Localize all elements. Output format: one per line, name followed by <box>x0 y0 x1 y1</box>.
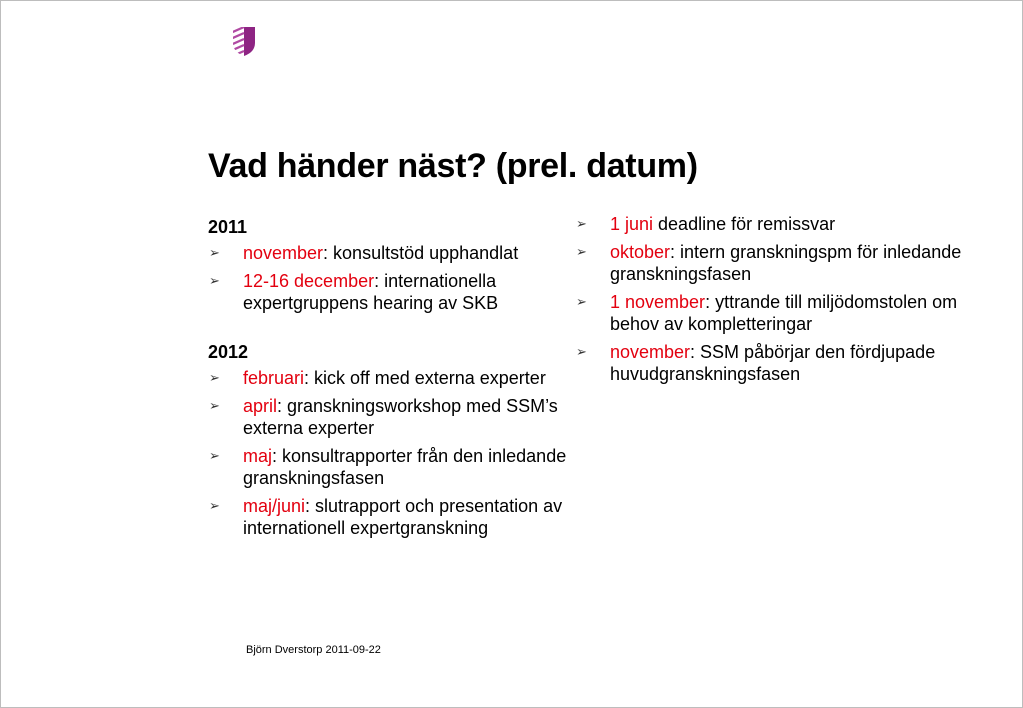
list-item <box>208 495 573 539</box>
list-item <box>575 241 975 285</box>
list-item <box>208 445 573 489</box>
list-item <box>575 213 975 235</box>
list-item <box>208 242 573 264</box>
arrow-bullet-icon: ➢ <box>576 216 587 231</box>
date-highlight: november <box>243 243 324 263</box>
date-highlight: 12-16 december <box>243 271 375 291</box>
list-item <box>575 341 975 385</box>
arrow-bullet-icon: ➢ <box>209 448 220 463</box>
date-highlight: april <box>243 396 278 416</box>
item-text: deadline för remissvar <box>653 214 836 234</box>
bullet-list-2011 <box>208 242 573 314</box>
left-column <box>208 216 573 545</box>
year-heading-2011: 2011 <box>208 217 248 237</box>
arrow-bullet-icon: ➢ <box>576 294 587 309</box>
bullet-list-right <box>575 213 975 385</box>
item-text: : yttrande till miljödomstolen om behov av kompletteringar <box>610 292 958 334</box>
list-item <box>208 270 573 314</box>
item-text: : slutrapport och presentation av internationell expertgranskning <box>243 496 563 538</box>
list-item <box>208 367 573 389</box>
item-text: : internationella expertgruppens hearing av SKB <box>243 271 499 313</box>
date-highlight: februari <box>243 368 305 388</box>
date-highlight: 1 juni <box>610 214 654 234</box>
arrow-bullet-icon: ➢ <box>576 344 587 359</box>
arrow-bullet-icon: ➢ <box>209 498 220 513</box>
arrow-bullet-icon: ➢ <box>209 370 220 385</box>
date-highlight: oktober <box>610 242 671 262</box>
item-text: : kick off med externa experter <box>304 368 546 388</box>
item-text: : SSM påbörjar den fördjupade huvudgranskningsfasen <box>610 342 936 384</box>
shield-logo-icon <box>232 25 256 57</box>
item-text: : konsultrapporter från den inledande granskningsfasen <box>243 446 567 488</box>
list-item <box>575 291 975 335</box>
year-heading-2012: 2012 <box>208 342 249 362</box>
item-text: : konsultstöd upphandlat <box>323 243 519 263</box>
list-item <box>208 395 573 439</box>
arrow-bullet-icon: ➢ <box>209 398 220 413</box>
right-column <box>575 213 975 391</box>
date-highlight: 1 november <box>610 292 706 312</box>
item-text: : granskningsworkshop med SSM’s externa experter <box>243 396 558 438</box>
date-highlight: maj/juni <box>243 496 306 516</box>
arrow-bullet-icon: ➢ <box>209 273 220 288</box>
bullet-list-2012 <box>208 367 573 539</box>
arrow-bullet-icon: ➢ <box>576 244 587 259</box>
slide-title: Vad händer näst? (prel. datum) <box>208 147 698 185</box>
item-text: : intern granskningspm för inledande granskningsfasen <box>610 242 962 284</box>
footer-author-date: Björn Dverstorp 2011-09-22 <box>246 644 381 656</box>
arrow-bullet-icon: ➢ <box>209 245 220 260</box>
date-highlight: november <box>610 342 691 362</box>
date-highlight: maj <box>243 446 273 466</box>
